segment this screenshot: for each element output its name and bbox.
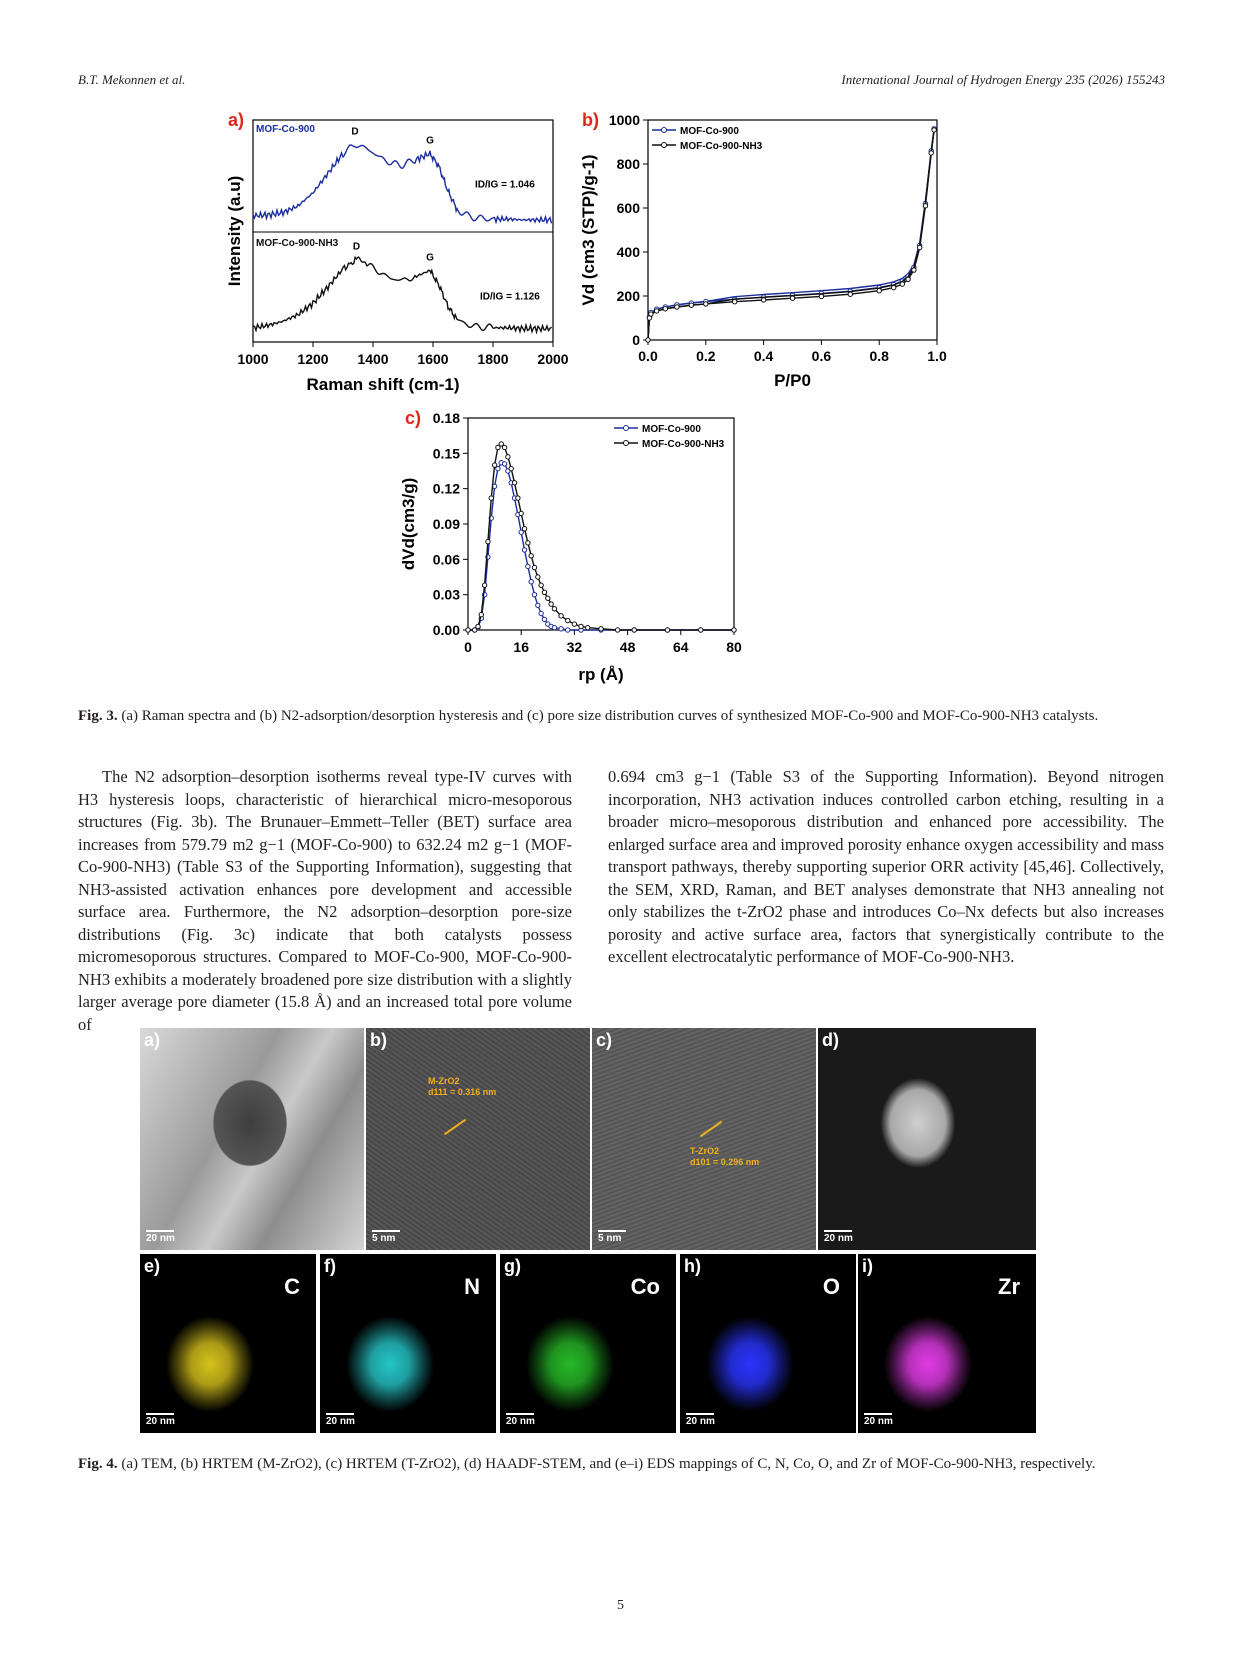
element-label: Zr [998, 1274, 1020, 1299]
legend-marker [662, 128, 667, 133]
legend-marker [624, 441, 629, 446]
eds-map-panel-e [140, 1254, 316, 1433]
data-point [542, 590, 546, 594]
y-tick-label: 0.15 [432, 445, 460, 462]
data-point [522, 548, 526, 552]
x-tick-label: 0.8 [869, 348, 889, 364]
x-tick-label: 1000 [237, 351, 269, 367]
y-axis-label: dVd(cm3/g) [399, 477, 418, 571]
data-point [665, 628, 669, 632]
panel-label: c) [596, 1030, 613, 1050]
data-point [512, 481, 516, 485]
peak-label: D [351, 126, 359, 138]
x-tick-label: 0.6 [811, 348, 832, 364]
x-tick-label: 2000 [537, 351, 569, 367]
data-point [654, 309, 658, 313]
y-tick-label: 200 [616, 288, 640, 304]
series-name: MOF-Co-900 [256, 124, 315, 135]
data-point [733, 300, 737, 304]
scale-bar: 20 nm [824, 1230, 853, 1244]
chart-panel-b [579, 110, 947, 390]
data-point [912, 268, 916, 272]
y-tick-label: 600 [616, 200, 640, 216]
desorption-curve [648, 129, 934, 340]
data-point [522, 527, 526, 531]
data-point [923, 204, 927, 208]
element-label: Co [630, 1274, 660, 1299]
data-point [466, 628, 470, 632]
micrograph-panel-d [818, 1028, 1036, 1250]
x-tick-label: 1.0 [927, 348, 947, 364]
data-point [536, 603, 540, 607]
micrograph-panel-a [140, 1028, 364, 1250]
d-spacing-label: d111 = 0.316 nm [428, 1087, 497, 1097]
phase-label: M-ZrO2 [428, 1076, 460, 1086]
x-tick-label: 1800 [477, 351, 509, 367]
data-point [489, 496, 493, 500]
data-point [526, 564, 530, 568]
y-tick-label: 1000 [608, 112, 640, 128]
x-tick-label: 80 [726, 639, 742, 655]
data-point [552, 625, 556, 629]
eds-map-panel-h [680, 1254, 856, 1433]
lattice-marker [444, 1119, 466, 1136]
data-point [519, 511, 523, 515]
data-point [649, 312, 653, 316]
peak-label: G [426, 135, 434, 147]
figure-4-caption-label: Fig. 4. [78, 1456, 118, 1472]
data-point [532, 592, 536, 596]
x-axis-label: Raman shift (cm-1) [306, 375, 460, 394]
element-label: N [464, 1274, 480, 1299]
data-point [546, 596, 550, 600]
body-right-column: 0.694 cm3 g−1 (Table S3 of the Supporting Information). Beyond nitrogen incorporation, NH3 activation induces controlled carbon etching, resulting in a broader micro–mesoporous distribution and enhanced pore accessibility. The enlarged surface area and improved porosity enhance oxygen accessibility and mass transport pathways, thereby supporting superior ORR activity [45,46]. Collectively, the SEM, XRD, Raman, and BET analyses demonstrate that NH3 annealing not only stabilizes the t-ZrO2 phase and introduces Co–Nx defects but also increases porosity and active surface area, factors that synergistically contribute to the excellent electrocatalytic performance of MOF-Co-900-NH3. [608, 767, 1164, 966]
scale-bar: 20 nm [326, 1413, 355, 1427]
chart-panel-c [399, 408, 742, 684]
panel-label: a) [144, 1030, 161, 1050]
legend-label: MOF-Co-900-NH3 [680, 141, 763, 152]
data-point [917, 245, 921, 249]
data-point [599, 627, 603, 631]
data-point [848, 292, 852, 296]
scale-bar: 20 nm [146, 1230, 175, 1244]
data-point [542, 617, 546, 621]
y-tick-label: 0.09 [432, 516, 460, 532]
intensity-ratio: ID/IG = 1.046 [475, 179, 535, 191]
scale-bar: 5 nm [598, 1230, 626, 1244]
panel-label: i) [862, 1256, 873, 1276]
x-tick-label: 0.2 [696, 348, 716, 364]
data-point [732, 628, 736, 632]
x-axis-label: rp (Å) [578, 665, 624, 684]
data-point [566, 628, 570, 632]
panel-label: b) [370, 1030, 387, 1050]
legend-label: MOF-Co-900 [680, 126, 739, 137]
element-label: C [284, 1274, 300, 1299]
x-tick-label: 1400 [357, 351, 389, 367]
data-point [675, 305, 679, 309]
figure-4 [140, 1028, 1036, 1433]
data-point [502, 445, 506, 449]
x-tick-label: 32 [566, 639, 583, 655]
data-point [932, 128, 936, 132]
data-point [699, 628, 703, 632]
data-point [704, 302, 708, 306]
scale-bar: 20 nm [146, 1413, 175, 1427]
micrograph-panel-b [366, 1028, 590, 1250]
data-point [552, 607, 556, 611]
legend-marker [662, 143, 667, 148]
panel-label: d) [822, 1030, 839, 1050]
data-point [579, 624, 583, 628]
x-tick-label: 1600 [417, 351, 449, 367]
y-tick-label: 0.00 [432, 622, 460, 638]
panel-label: g) [504, 1256, 521, 1276]
figure-4-caption [78, 1454, 1164, 1474]
figure-4-caption-text: (a) TEM, (b) HRTEM (M-ZrO2), (c) HRTEM (T-ZrO2), (d) HAADF-STEM, and (e–i) EDS mappings of C, N, Co, O, and Zr of MOF-Co-900-NH3, respectively. [121, 1456, 1096, 1472]
legend-marker [624, 426, 629, 431]
y-tick-label: 0.18 [432, 410, 460, 426]
x-tick-label: 0.0 [638, 348, 658, 364]
scale-bar: 20 nm [686, 1413, 715, 1427]
adsorption-curve [648, 130, 934, 340]
eds-map-panel-g [500, 1254, 676, 1433]
element-label: O [822, 1274, 840, 1299]
y-tick-label: 0.03 [432, 586, 460, 603]
legend-label: MOF-Co-900-NH3 [642, 439, 725, 450]
y-axis-label: Intensity (a.u) [225, 175, 244, 287]
data-point [615, 628, 619, 632]
micrograph-panel-c [592, 1028, 816, 1250]
data-point [632, 628, 636, 632]
data-point [761, 298, 765, 302]
x-tick-label: 0.4 [753, 348, 774, 364]
panel-label: b) [582, 110, 599, 130]
y-tick-label: 400 [616, 244, 640, 260]
data-point [536, 575, 540, 579]
adsorption-curve [648, 129, 934, 340]
x-tick-label: 0 [464, 639, 472, 655]
panel-label: h) [684, 1256, 701, 1276]
data-point [532, 565, 536, 569]
x-tick-label: 64 [673, 639, 689, 655]
eds-map-panel-f [320, 1254, 496, 1433]
scale-bar: 5 nm [372, 1230, 400, 1244]
data-point [689, 303, 693, 307]
body-left-column: The N2 adsorption–desorption isotherms reveal type-IV curves with H3 hysteresis loops, characteristic of hierarchical micro-mesoporous structures (Fig. 3b). The Brunauer–Emmett–Teller (BET) surface area increases from 579.79 m2 g−1 (MOF-Co-900) to 632.24 m2 g−1 (MOF-Co-900-NH3) (Table S3 of the Supporting Information), suggesting that NH3-assisted activation enhances pore development and accessible surface area. Furthermore, the N2 adsorption–desorption pore-size distributions (Fig. 3c) indicate that both catalysts possess micromesoporous structures. Compared to MOF-Co-900, MOF-Co-900-NH3 exhibits a moderately broadened pore size distribution with a slightly larger average pore diameter (15.8 Å) and an increased total pore volume of [78, 767, 572, 1034]
data-point [486, 539, 490, 543]
panel-label: e) [144, 1256, 161, 1276]
data-point [891, 285, 895, 289]
lattice-marker [700, 1121, 722, 1138]
data-point [526, 541, 530, 545]
data-point [572, 622, 576, 626]
data-point [929, 151, 933, 155]
y-tick-label: 0 [632, 332, 640, 348]
peak-label: D [352, 241, 361, 253]
distribution-curve [468, 463, 734, 630]
desorption-curve [648, 130, 934, 340]
x-axis-label: P/P0 [774, 371, 811, 390]
data-point [502, 462, 506, 466]
data-point [877, 289, 881, 293]
data-point [509, 466, 513, 470]
data-point [516, 496, 520, 500]
data-point [506, 455, 510, 459]
data-point [819, 294, 823, 298]
figure-3-caption [78, 706, 1164, 726]
figure-3-caption-label: Fig. 3. [78, 708, 118, 724]
panel-label: a) [228, 110, 245, 130]
data-point [479, 612, 483, 616]
plot-frame [253, 120, 553, 342]
data-point [529, 554, 533, 558]
series-name: MOF-Co-900-NH3 [256, 238, 339, 249]
panel-label: c) [405, 408, 422, 428]
data-point [492, 463, 496, 467]
y-axis-label: Vd (cm3 (STP)/g-1) [579, 154, 598, 306]
data-point [906, 277, 910, 281]
y-tick-label: 800 [616, 156, 640, 172]
y-tick-label: 0.12 [432, 480, 460, 497]
panel-label: f) [324, 1256, 336, 1276]
data-point [549, 602, 553, 606]
x-tick-label: 48 [619, 639, 636, 655]
data-point [476, 624, 480, 628]
eds-map-panel-i [858, 1254, 1036, 1433]
intensity-ratio: ID/IG = 1.126 [480, 291, 540, 303]
data-point [539, 583, 543, 587]
y-tick-label: 0.06 [432, 551, 460, 568]
data-point [900, 282, 904, 286]
data-point [539, 611, 543, 615]
running-header-journal: International Journal of Hydrogen Energy 235 (2026) 155243 [841, 72, 1165, 87]
figure-3 [0, 100, 1241, 700]
data-point [566, 618, 570, 622]
data-point [559, 627, 563, 631]
lattice-annotation [690, 1146, 759, 1168]
lattice-annotation [428, 1076, 496, 1098]
x-tick-label: 1200 [297, 351, 329, 367]
chart-panel-a [225, 110, 569, 394]
x-tick-label: 16 [513, 639, 529, 655]
phase-label: T-ZrO2 [690, 1146, 720, 1156]
data-point [529, 580, 533, 584]
page-number: 5 [617, 1598, 624, 1613]
d-spacing-label: d101 = 0.296 nm [690, 1157, 760, 1167]
legend-label: MOF-Co-900 [642, 424, 701, 435]
data-point [482, 583, 486, 587]
data-point [646, 338, 650, 342]
scale-bar: 20 nm [506, 1413, 535, 1427]
data-point [790, 296, 794, 300]
data-point [559, 614, 563, 618]
running-header-authors: B.T. Mekonnen et al. [78, 72, 186, 87]
scale-bar: 20 nm [864, 1413, 893, 1427]
peak-label: G [426, 252, 434, 264]
data-point [586, 625, 590, 629]
figure-3-caption-text: (a) Raman spectra and (b) N2-adsorption/desorption hysteresis and (c) pore size distribution curves of synthesized MOF-Co-900 and MOF-Co-900-NH3 catalysts. [121, 708, 1099, 724]
data-point [663, 307, 667, 311]
